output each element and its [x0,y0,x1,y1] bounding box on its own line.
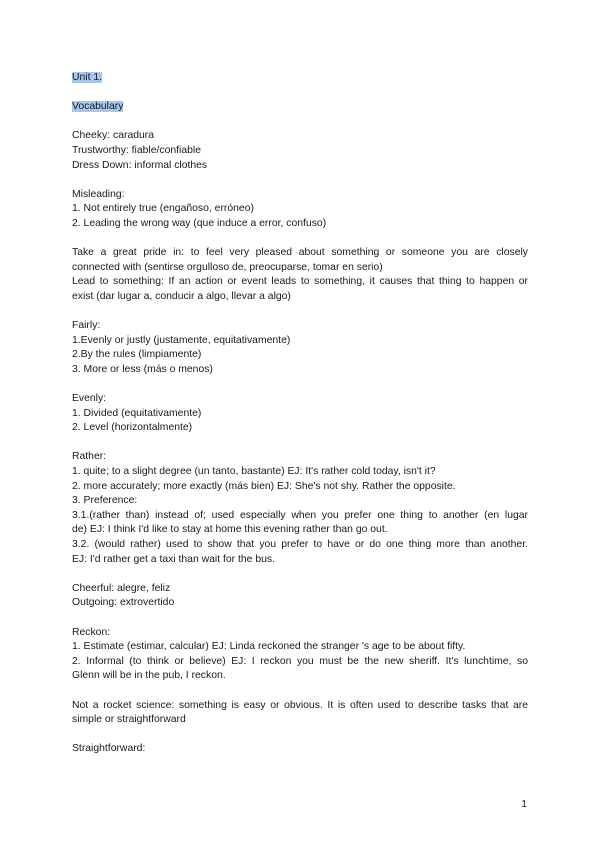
text-line: Not a rocket science: something is easy or obvious. It is often used to describe tasks that are [72,699,528,711]
text-line: Fairly: [72,320,101,332]
text-line: connected with (sentirse orgulloso de, preocuparse, tomar en serio) [72,261,383,273]
text-line: Straightforward: [72,743,146,755]
section-heading: Vocabulary [72,101,124,113]
blank-line [72,611,528,626]
text-line: 1. Not entirely true (engañoso, erróneo) [72,203,254,215]
text-line: Cheerful: alegre, feliz [72,582,171,594]
text-line: Dress Down: informal clothes [72,159,208,171]
text-line: 2. more accurately; more exactly (más bien) EJ: She's not shy. Rather the opposite. [72,480,456,492]
text-line: exist (dar lugar a, conducir a algo, llevar a algo) [72,290,291,302]
text-line: Rather: [72,451,107,463]
text-line: 3.2. (would rather) used to show that you prefer to have or do one thing more than another. [72,539,528,550]
blank-line [72,86,528,101]
text-line: Outgoing: extrovertido [72,597,175,609]
text-line: 1. Estimate (estimar, calcular) EJ: Linda reckoned the stranger 's age to be about fifty. [72,641,466,653]
text-line: 1. Divided (equitativamente) [72,407,202,419]
blank-line [72,377,528,392]
text-line: 1. quite; to a slight degree (un tanto, bastante) EJ: It's rather cold today, isn't it? [72,466,436,478]
text-line: 3. More or less (más o menos) [72,363,213,375]
text-line: Evenly: [72,393,107,405]
text-line: Reckon: [72,626,111,638]
text-line: Misleading: [72,188,125,200]
blank-line [72,305,528,320]
text-line: 2. Level (horizontalmente) [72,422,193,434]
text-line: 3. Preference: [72,495,138,507]
document-body [72,71,528,757]
blank-line [72,115,528,130]
blank-line [72,728,528,743]
blank-line [72,173,528,188]
text-line: Lead to something: If an action or event leads to something, it causes that thing to happen or [72,276,528,288]
text-line: 2.By the rules (limpiamente) [72,349,202,361]
text-line: 2. Informal (to think or believe) EJ: I reckon you must be the new sheriff. It's lunchtime, so [72,655,528,667]
text-line: Glenn will be in the pub, I reckon. [72,670,226,682]
page-number: 1 [521,799,527,810]
blank-line [72,232,528,247]
text-line: Cheeky: caradura [72,130,155,142]
text-line: Take a great pride in: to feel very pleased about something or someone you are closely [72,247,528,259]
text-line: 3.1.(rather than) instead of; used especially when you prefer one thing to another (en lugar [72,509,528,521]
blank-line [72,436,528,451]
blank-line [72,567,528,582]
text-line: simple or straightforward [72,714,186,726]
text-line: Trustworthy: fiable/confiable [72,144,201,156]
unit-heading: Unit 1. [72,72,103,83]
text-line: de) EJ: I think I'd like to stay at home this evening rather than go out. [72,524,388,536]
text-line: EJ: I'd rather get a taxi than wait for the bus. [72,553,275,565]
text-line: 2. Leading the wrong way (que induce a error, confuso) [72,217,327,229]
blank-line [72,684,528,699]
text-line: 1.Evenly or justly (justamente, equitativamente) [72,334,291,346]
